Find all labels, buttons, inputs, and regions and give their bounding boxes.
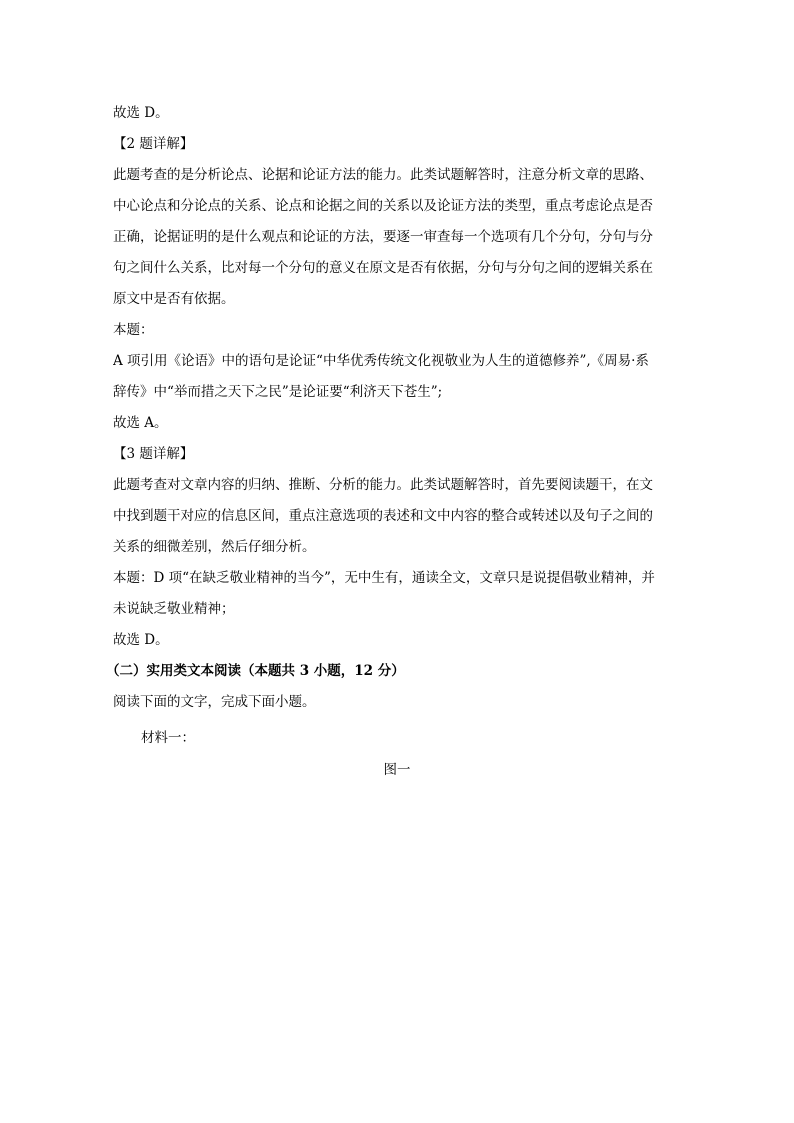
text-line: 此题考查对文章内容的归纳、推断、分析的能力。此类试题解答时，首先要阅读题干，在文 bbox=[113, 477, 653, 493]
text-line-this-question: 本题： bbox=[113, 322, 154, 338]
text-line-instruction: 阅读下面的文字，完成下面小题。 bbox=[113, 694, 316, 710]
text-line: 句之间什么关系，比对每一个分句的意义在原文是否有依据，分句与分句之间的逻辑关系在 bbox=[113, 260, 653, 276]
text-line: 关系的细微差别，然后仔细分析。 bbox=[113, 539, 316, 555]
text-line-answer-d: 故选 D。 bbox=[113, 632, 169, 648]
text-line: 中心论点和分论点的关系、论点和论据之间的关系以及论证方法的类型，重点考虑论点是否 bbox=[113, 198, 653, 214]
text-line-answer-a: 故选 A。 bbox=[113, 415, 168, 431]
text-line-answer-d: 故选 D。 bbox=[113, 105, 169, 121]
section-heading-q2-detail: 【2 题详解】 bbox=[113, 136, 194, 152]
text-line: 未说缺乏敬业精神； bbox=[113, 601, 235, 617]
figure-caption: 图一 bbox=[383, 762, 411, 778]
text-line: 本题：D 项“在缺乏敬业精神的当今”，无中生有，通读全文，文章只是说提倡敬业精神，并 bbox=[113, 570, 655, 586]
text-line: 此题考查的是分析论点、论据和论证方法的能力。此类试题解答时，注意分析文章的思路、 bbox=[113, 167, 653, 183]
text-line: 原文中是否有依据。 bbox=[113, 291, 235, 307]
text-line: 正确，论据证明的是什么观点和论证的方法，要逐一审查每一个选项有几个分句，分句与分 bbox=[113, 229, 653, 245]
section-heading-q3-detail: 【3 题详解】 bbox=[113, 446, 194, 462]
text-line: A 项引用《论语》中的语句是论证“中华优秀传统文化视敬业为人生的道德修养”,《周易·系 bbox=[113, 353, 649, 369]
text-line: 辞传》中“举而措之天下之民”是论证要“利济天下苍生”; bbox=[113, 384, 443, 400]
text-line: 中找到题干对应的信息区间，重点注意选项的表述和文中内容的整合或转述以及句子之间的 bbox=[113, 508, 653, 524]
section-heading-practical-reading: （二）实用类文本阅读（本题共 3 小题，12 分） bbox=[106, 663, 405, 679]
material-one-label: 材料一： bbox=[141, 730, 195, 746]
